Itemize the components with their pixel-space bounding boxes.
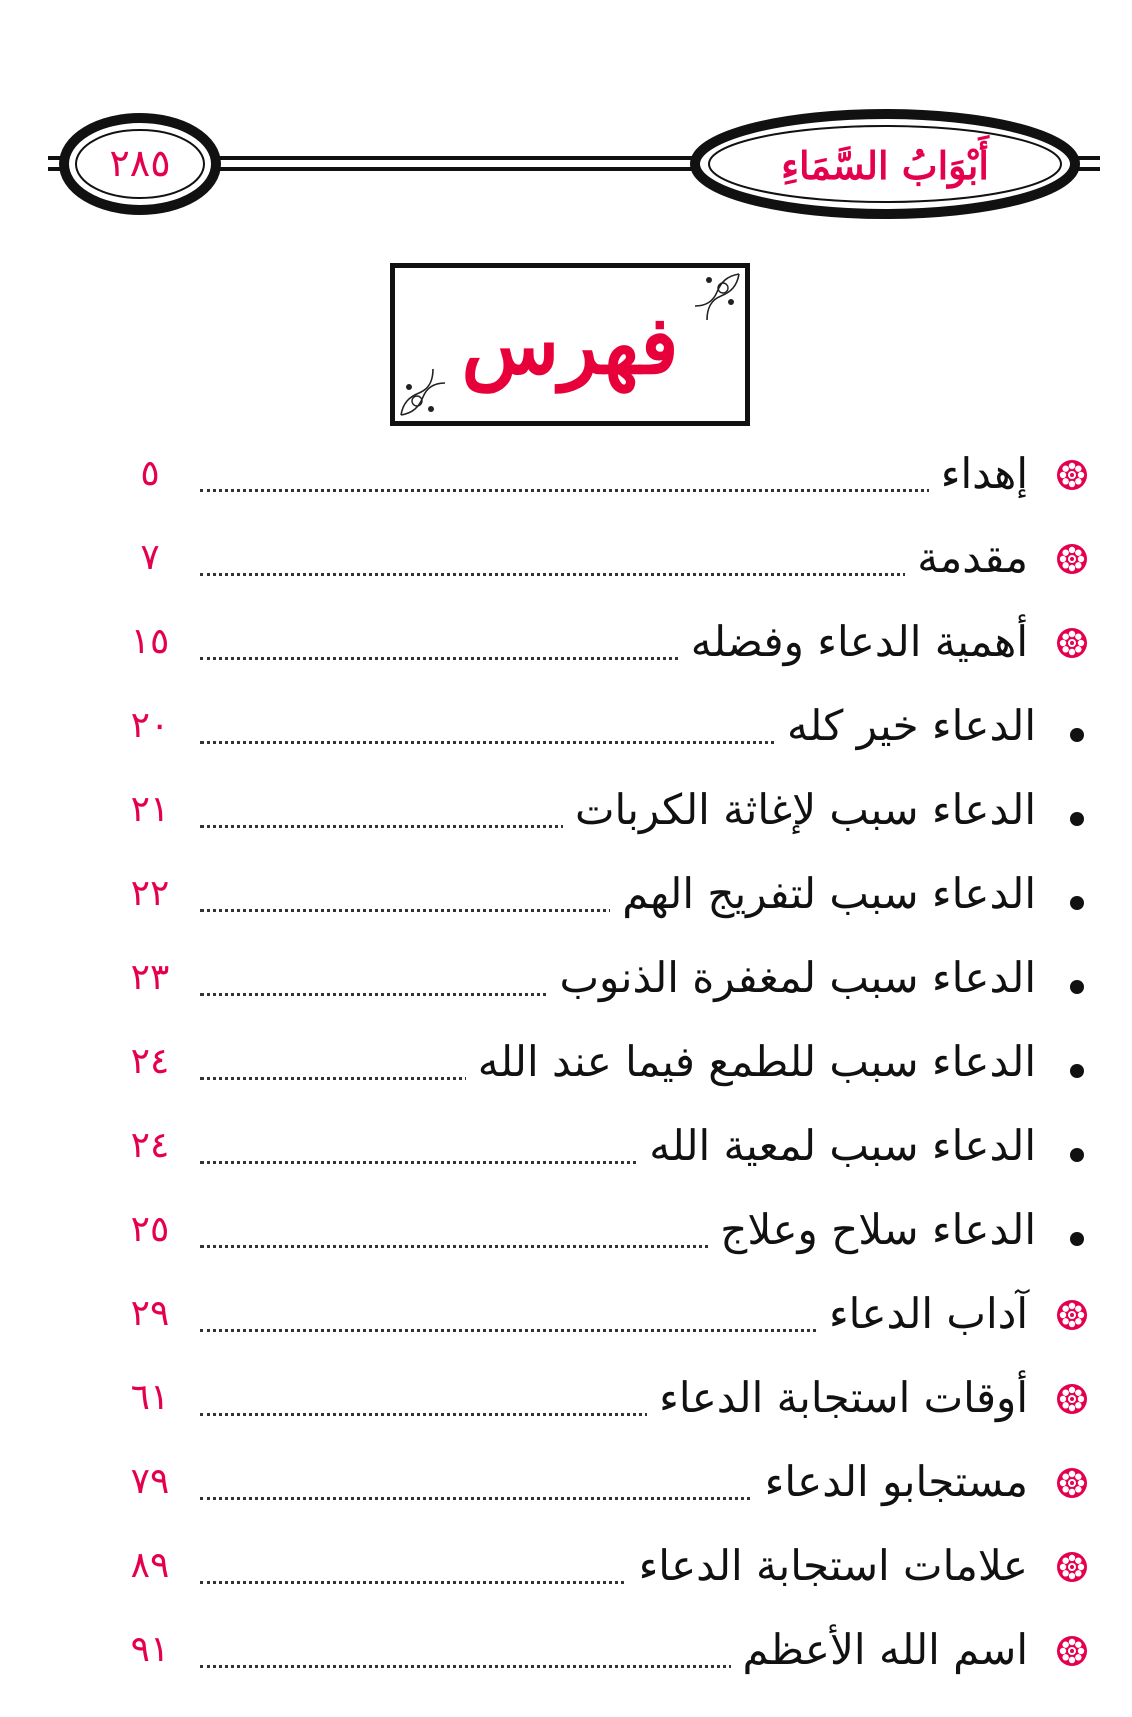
toc-entry[interactable] (0, 519, 1132, 603)
rosette-icon (1056, 1551, 1088, 1583)
bullet-icon (1070, 812, 1084, 826)
toc-page-number: ٢٢ (130, 873, 170, 914)
header-ornament (0, 0, 1132, 240)
toc-entry[interactable] (0, 435, 1132, 519)
toc-entry[interactable] (0, 1611, 1132, 1695)
toc-entry-label: مقدمة (905, 523, 1040, 593)
dot-leader (200, 573, 1020, 576)
book-title: أَبْوَابُ السَّمَاءِ (781, 143, 989, 188)
page-header (0, 0, 1132, 240)
toc-page-number: ٨٩ (130, 1545, 170, 1586)
rosette-icon (1056, 1635, 1088, 1667)
rosette-icon (1056, 1467, 1088, 1499)
toc-entry-label: الدعاء سبب لمغفرة الذنوب (548, 943, 1048, 1013)
toc-entry-label: أهمية الدعاء وفضله (679, 607, 1040, 677)
bullet-icon (1070, 980, 1084, 994)
toc-entry[interactable] (0, 1107, 1132, 1191)
toc-entry-label: اسم الله الأعظم (731, 1615, 1041, 1685)
toc-entry-label: إهداء (929, 439, 1040, 509)
page-number: ٢٨٥ (109, 141, 171, 185)
toc-entry-label: الدعاء سبب لتفريج الهم (610, 859, 1048, 929)
toc-entry-label: آداب الدعاء (817, 1279, 1040, 1349)
toc-page-number: ٢٤ (130, 1125, 170, 1166)
index-title-box (390, 263, 750, 426)
toc-page-number: ٧ (140, 537, 160, 578)
toc-entry[interactable] (0, 1359, 1132, 1443)
bullet-icon (1070, 1148, 1084, 1162)
bullet-icon (1070, 1064, 1084, 1078)
rosette-icon (1056, 627, 1088, 659)
toc-entry[interactable] (0, 687, 1132, 771)
rosette-icon (1056, 1299, 1088, 1331)
index-title: فهرس (461, 297, 679, 392)
rosette-icon (1056, 543, 1088, 575)
toc-page-number: ٢٠ (130, 705, 170, 746)
toc-entry[interactable] (0, 1443, 1132, 1527)
toc-entry[interactable] (0, 1275, 1132, 1359)
toc-entry[interactable] (0, 855, 1132, 939)
bullet-icon (1070, 896, 1084, 910)
toc-page-number: ٢٣ (130, 957, 170, 998)
toc-entry[interactable] (0, 603, 1132, 687)
toc-entry[interactable] (0, 1191, 1132, 1275)
toc-page-number: ٢١ (130, 789, 170, 830)
toc-page-number: ٢٤ (130, 1041, 170, 1082)
toc-entry-label: أوقات استجابة الدعاء (647, 1363, 1040, 1433)
toc-entry-label: الدعاء سلاح وعلاج (708, 1195, 1048, 1265)
rosette-icon (1056, 1383, 1088, 1415)
toc-entry[interactable] (0, 939, 1132, 1023)
toc-page-number: ٢٩ (130, 1293, 170, 1334)
toc-page-number: ٥ (140, 453, 160, 494)
toc-entry[interactable] (0, 1023, 1132, 1107)
dot-leader (200, 489, 1020, 492)
toc-entry-label: مستجابو الدعاء (753, 1447, 1040, 1517)
toc-entry-label: الدعاء سبب لإغاثة الكربات (563, 775, 1048, 845)
toc-entry-label: الدعاء سبب لمعية الله (637, 1111, 1048, 1181)
toc-page-number: ٦١ (130, 1377, 170, 1418)
toc-page-number: ٩١ (130, 1629, 170, 1670)
toc-entry[interactable] (0, 771, 1132, 855)
bullet-icon (1070, 728, 1084, 742)
toc-entry[interactable] (0, 1527, 1132, 1611)
toc-page-number: ٧٩ (130, 1461, 170, 1502)
toc-entry-label: الدعاء سبب للطمع فيما عند الله (466, 1027, 1048, 1097)
rosette-icon (1056, 459, 1088, 491)
bullet-icon (1070, 1232, 1084, 1246)
toc-page-number: ١٥ (130, 621, 170, 662)
toc-page-number: ٢٥ (130, 1209, 170, 1250)
toc-entry-label: علامات استجابة الدعاء (627, 1531, 1040, 1601)
toc-entry-label: الدعاء خير كله (775, 691, 1048, 761)
